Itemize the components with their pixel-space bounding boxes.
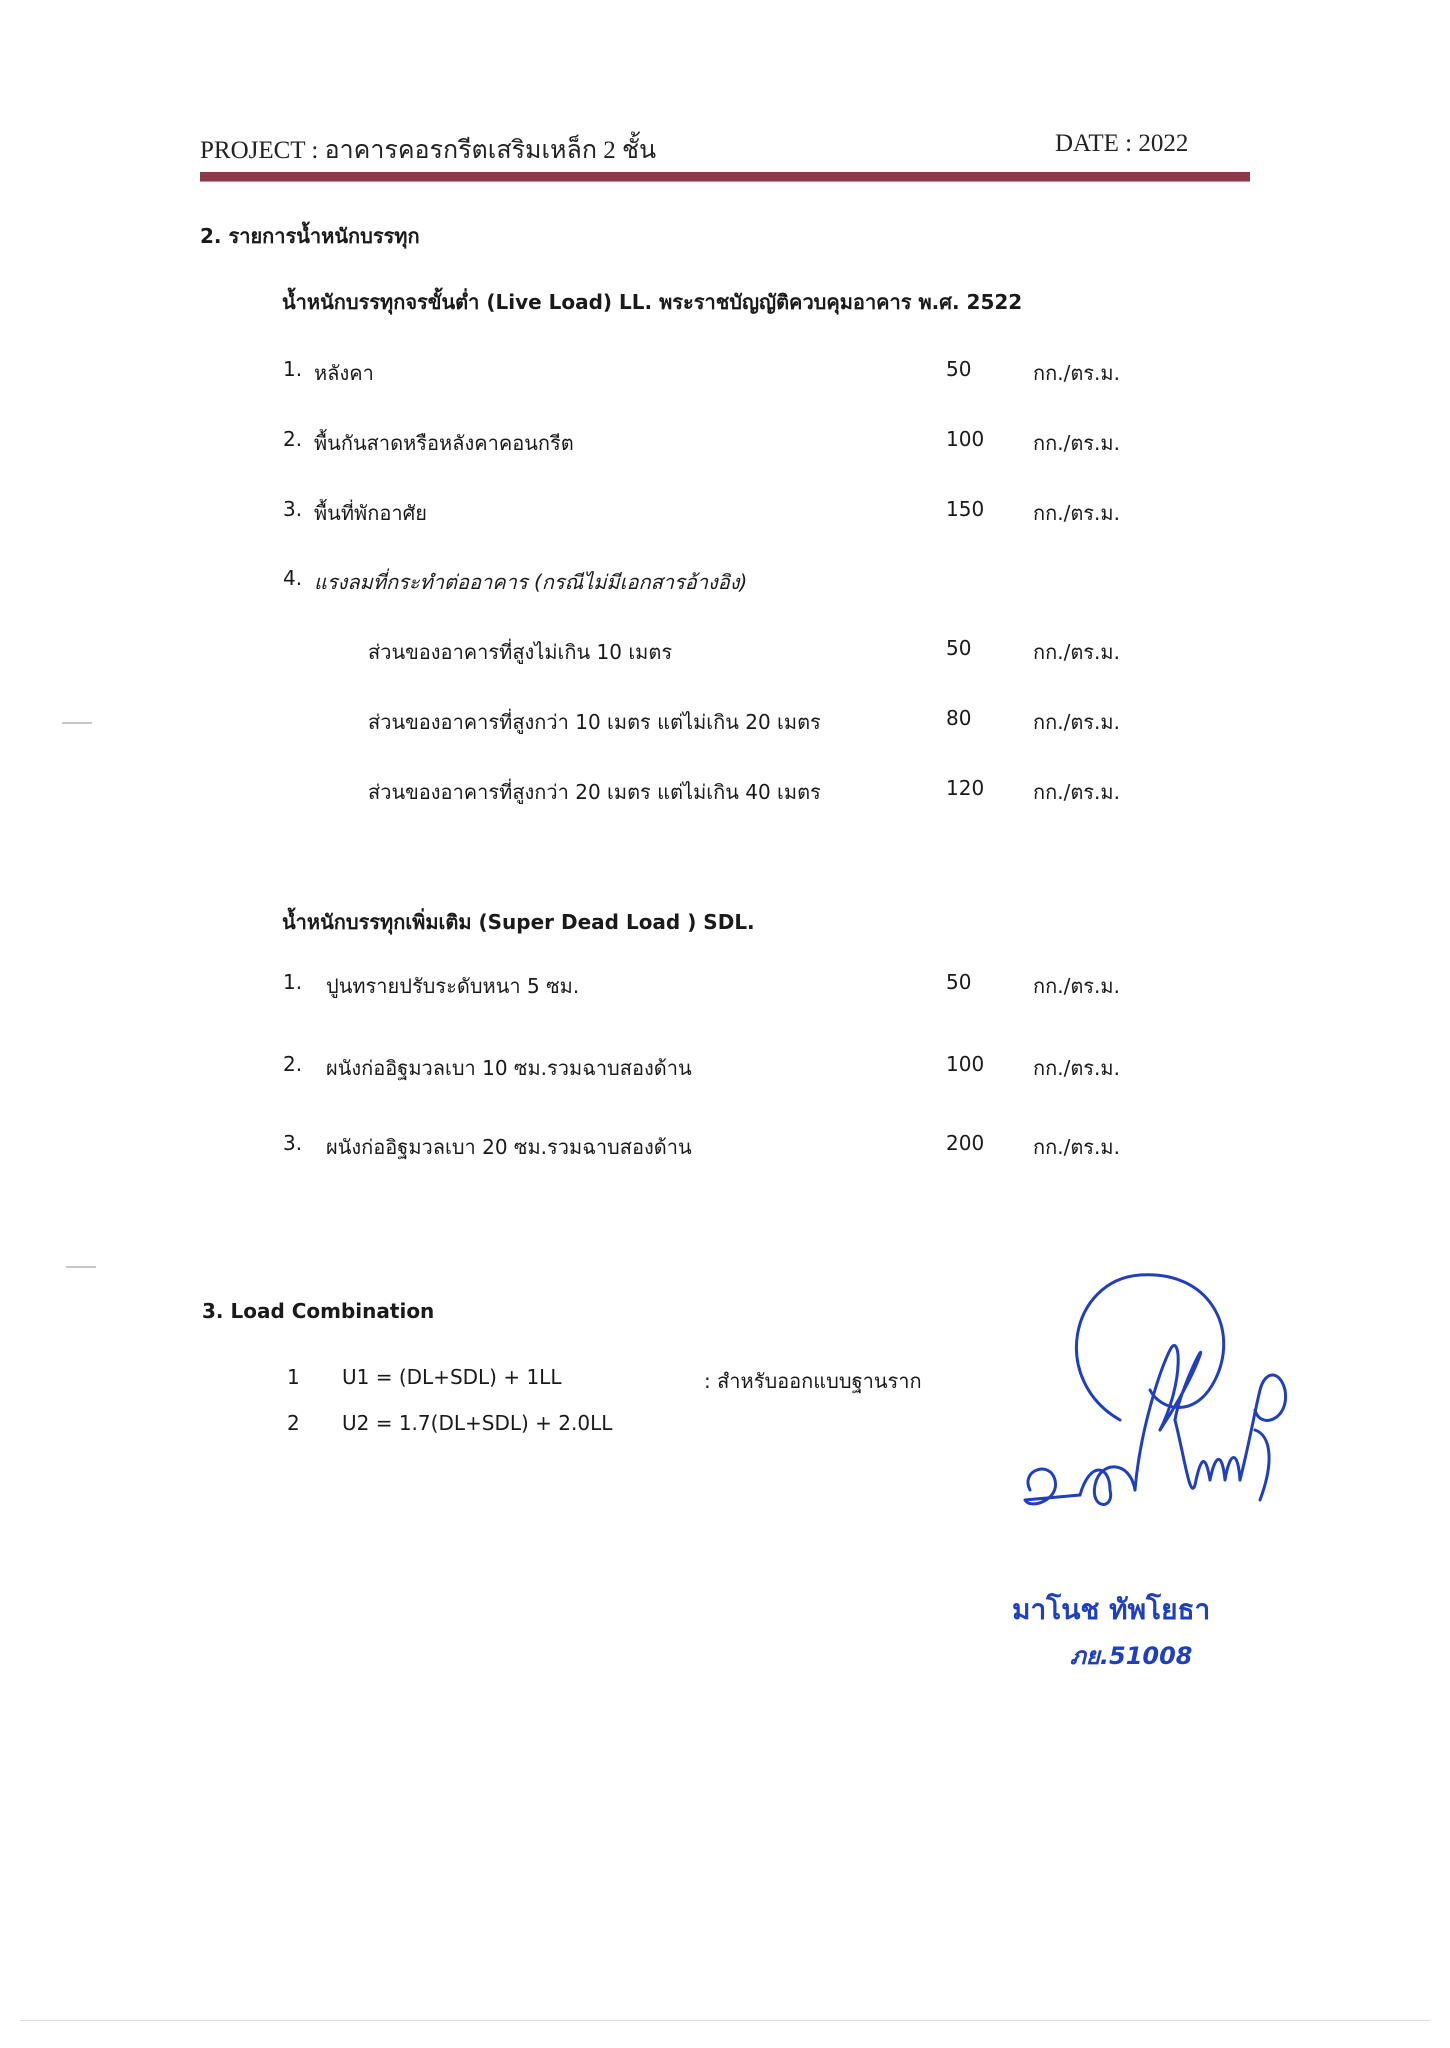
item-unit: กก./ตร.ม. [1033, 974, 1120, 998]
item-label: ผนังก่ออิฐมวลเบา 10 ซม.รวมฉาบสองด้าน [326, 1056, 692, 1080]
item-label: ปูนทรายปรับระดับหนา 5 ซม. [326, 974, 580, 998]
project-name: อาคารคอรกรีตเสริมเหล็ก 2 ชั้น [324, 137, 657, 164]
section-2-title: 2. รายการน้ำหนักบรรทุก [200, 224, 420, 248]
item-number: 4. [283, 566, 303, 590]
item-number: 2 [287, 1411, 300, 1435]
item-label: ส่วนของอาคารที่สูงกว่า 20 เมตร แต่ไม่เกิน 40 เมตร [368, 780, 821, 804]
item-value: 50 [946, 636, 972, 660]
date-label-text: DATE : [1055, 130, 1133, 157]
item-number: 2. [283, 1052, 303, 1076]
item-value: 120 [946, 776, 985, 800]
item-unit: กก./ตร.ม. [1033, 710, 1120, 734]
footer-rule [20, 2020, 1430, 2021]
date-label [1055, 130, 1188, 158]
item-unit: กก./ตร.ม. [1033, 1135, 1120, 1159]
project-label-text: PROJECT : [200, 137, 319, 164]
date-value: 2022 [1138, 130, 1189, 157]
item-label: พื้นกันสาดหรือหลังคาคอนกรีต [314, 431, 574, 455]
item-unit: กก./ตร.ม. [1033, 361, 1120, 385]
item-label: ส่วนของอาคารที่สูงกว่า 10 เมตร แต่ไม่เกิน 20 เมตร [368, 710, 821, 734]
item-value: 80 [946, 706, 972, 730]
item-label: ผนังก่ออิฐมวลเบา 20 ซม.รวมฉาบสองด้าน [326, 1135, 692, 1159]
item-number: 1. [283, 970, 303, 994]
item-value: 100 [946, 1052, 985, 1076]
combination-note: : สำหรับออกแบบฐานราก [704, 1369, 922, 1393]
live-load-heading: น้ำหนักบรรทุกจรขั้นต่ำ (Live Load) LL. พระราชบัญญัติควบคุมอาคาร พ.ศ. 2522 [282, 290, 1023, 314]
super-dead-load-heading: น้ำหนักบรรทุกเพิ่มเติม (Super Dead Load ) SDL. [282, 910, 755, 934]
section-3-title: 3. Load Combination [202, 1299, 435, 1323]
item-unit: กก./ตร.ม. [1033, 501, 1120, 525]
header-rule [200, 172, 1250, 182]
scan-mark [66, 1266, 96, 1268]
item-number: 2. [283, 427, 303, 451]
item-label: แรงลมที่กระทำต่ออาคาร (กรณีไม่มีเอกสารอ้างอิง) [314, 570, 748, 594]
item-unit: กก./ตร.ม. [1033, 780, 1120, 804]
item-value: 200 [946, 1131, 985, 1155]
project-label [200, 130, 656, 170]
combination-formula: U2 = 1.7(DL+SDL) + 2.0LL [342, 1411, 613, 1435]
item-value: 50 [946, 970, 972, 994]
item-value: 50 [946, 357, 972, 381]
item-unit: กก./ตร.ม. [1033, 1056, 1120, 1080]
item-label: พื้นที่พักอาศัย [314, 501, 427, 525]
combination-formula: U1 = (DL+SDL) + 1LL [342, 1365, 562, 1389]
item-value: 150 [946, 497, 985, 521]
scan-mark [62, 722, 92, 724]
item-number: 3. [283, 497, 303, 521]
item-label: ส่วนของอาคารที่สูงไม่เกิน 10 เมตร [368, 640, 673, 664]
signature-scribble [1010, 1260, 1310, 1550]
item-number: 1. [283, 357, 303, 381]
item-unit: กก./ตร.ม. [1033, 640, 1120, 664]
item-label: หลังคา [314, 361, 374, 385]
item-unit: กก./ตร.ม. [1033, 431, 1120, 455]
signer-name: มาโนช ทัพโยธา [1012, 1593, 1211, 1626]
item-number: 1 [287, 1365, 300, 1389]
item-number: 3. [283, 1131, 303, 1155]
signer-license: ภย.51008 [1070, 1642, 1193, 1670]
item-value: 100 [946, 427, 985, 451]
